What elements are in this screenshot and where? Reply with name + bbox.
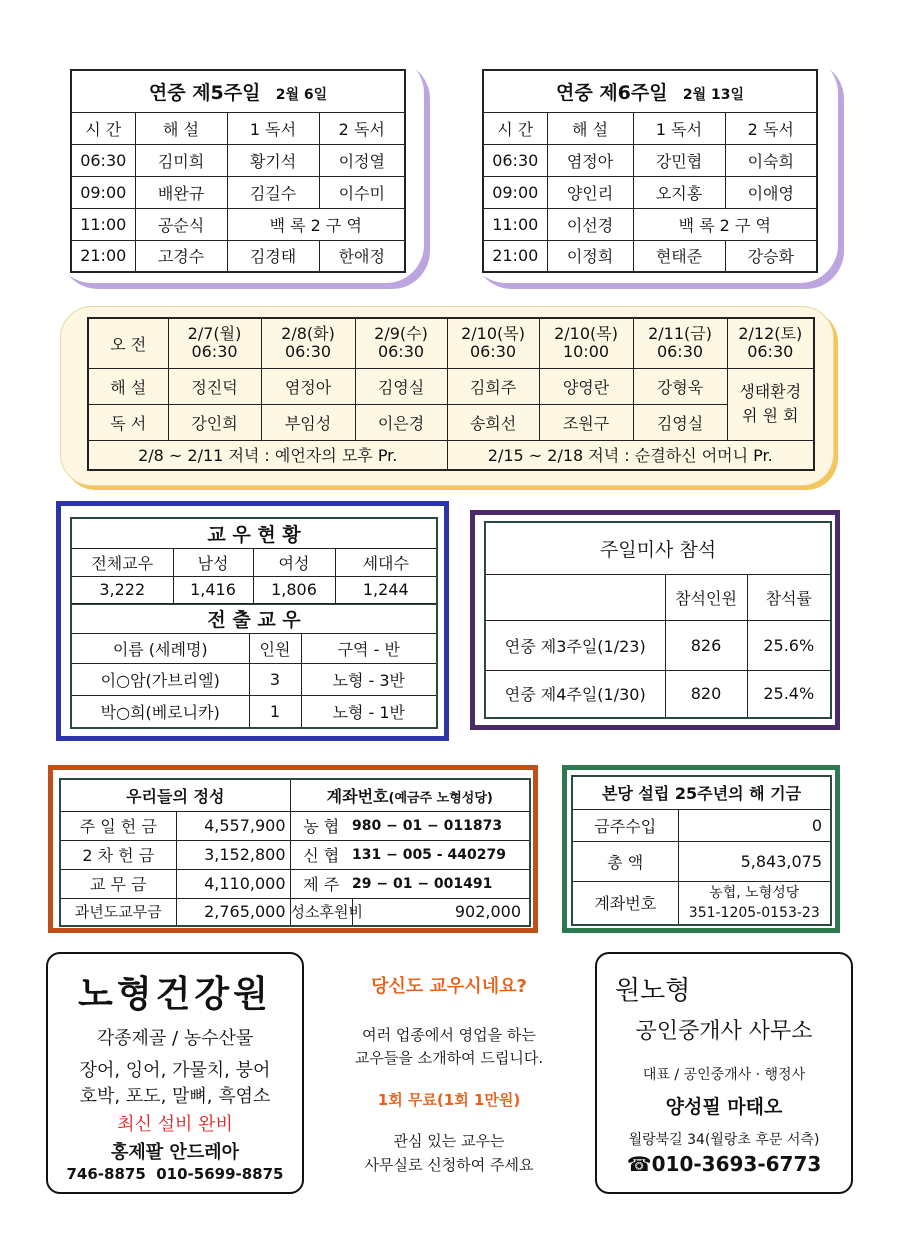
ad2-role: 대표 / 공인중개사 · 행정사 — [642, 1067, 806, 1083]
fund-amount: 5,843,075 — [678, 841, 831, 881]
name-cell: 김희주 — [447, 368, 539, 404]
header-reader1: 1 독서 — [633, 112, 725, 144]
promo-price: 1회 무료(1회 1만원) — [377, 1091, 521, 1109]
header-cell: 참석인원 — [665, 574, 747, 620]
vocation-label: 성소후원비 — [290, 898, 352, 926]
fund-title: 본당 설립 25주년의 해 기금 — [572, 776, 831, 809]
offering-amount: 4,110,000 — [176, 869, 290, 898]
name-cell: 공순식 — [135, 208, 227, 240]
name-cell: 이애영 — [725, 176, 817, 208]
parish-title: 교 우 현 황 — [71, 518, 437, 548]
time-cell: 09:00 — [483, 176, 547, 208]
saturday-group-cell: 생태환경 위 원 회 — [727, 368, 814, 440]
promo-line: 사무실로 신청하여 주세요 — [364, 1156, 534, 1174]
health-shop-ad — [46, 952, 304, 1194]
value-cell: 1,806 — [253, 576, 335, 604]
ad1-line: 각종제골 / 농수산물 — [96, 1028, 254, 1049]
transfer-count: 3 — [249, 664, 301, 696]
name-cell: 김경태 — [227, 240, 319, 272]
name-cell: 김미희 — [135, 144, 227, 176]
value-cell: 3,222 — [71, 576, 173, 604]
bank-name: 농 협 — [290, 811, 352, 840]
header-cell: 이름 (세례명) — [71, 634, 249, 664]
reader-group-cell: 백 록 2 구 역 — [633, 208, 817, 240]
name-cell: 강민협 — [633, 144, 725, 176]
weekday-panel — [60, 306, 834, 486]
attendance-panel — [470, 510, 840, 730]
header-commentator: 해 설 — [547, 112, 633, 144]
empty-cell — [485, 574, 665, 620]
attendance-rate: 25.6% — [747, 620, 831, 670]
transfer-table — [70, 603, 438, 729]
realestate-ad — [595, 952, 853, 1194]
row-label-morning: 오 전 — [88, 318, 168, 368]
account-number: 29 − 01 − 001491 — [352, 869, 530, 898]
parish-table — [70, 517, 438, 605]
transfer-district: 노형 - 3반 — [301, 664, 437, 696]
header-reader2: 2 독서 — [725, 112, 817, 144]
name-cell: 강승화 — [725, 240, 817, 272]
header-cell: 참석률 — [747, 574, 831, 620]
name-cell: 오지홍 — [633, 176, 725, 208]
prayer-note: 2/8 ~ 2/11 저녁 : 예언자의 모후 Pr. — [88, 440, 447, 470]
ad2-address: 월랑북길 34(월랑초 후문 서측) — [628, 1132, 820, 1148]
ad2-owner: 양성필 마태오 — [665, 1096, 783, 1118]
promo-line: 교우들을 소개하여 드립니다. — [354, 1049, 544, 1067]
name-cell: 부임성 — [261, 404, 355, 440]
fund-account: 농협, 노형성당 351-1205-0153-23 — [678, 881, 831, 925]
transfer-count: 1 — [249, 696, 301, 728]
prayer-note: 2/15 ~ 2/18 저녁 : 순결하신 어머니 Pr. — [447, 440, 814, 470]
time-cell: 11:00 — [483, 208, 547, 240]
attendance-week: 연중 제3주일(1/23) — [485, 620, 665, 670]
name-cell: 김영실 — [633, 404, 727, 440]
ad1-phone: 746-8875 010-5699-8875 — [66, 1165, 284, 1183]
header-time: 시 간 — [483, 112, 547, 144]
day-header: 2/9(수) 06:30 — [355, 318, 447, 368]
name-cell: 양인리 — [547, 176, 633, 208]
week5-title: 연중 제5주일 2월 6일 — [71, 70, 405, 112]
offering-amount: 2,765,000 — [176, 898, 290, 926]
ad1-highlight: 최신 설비 완비 — [117, 1114, 233, 1135]
bank-name: 제 주 — [290, 869, 352, 898]
transfer-district: 노형 - 1반 — [301, 696, 437, 728]
account-title: 계좌번호(예금주 노형성당) — [290, 779, 530, 811]
name-cell: 강인희 — [168, 404, 261, 440]
name-cell: 고경수 — [135, 240, 227, 272]
header-time: 시 간 — [71, 112, 135, 144]
header-reader1: 1 독서 — [227, 112, 319, 144]
vocation-amount: 902,000 — [352, 898, 530, 926]
name-cell: 염정아 — [261, 368, 355, 404]
week6-panel — [468, 55, 838, 283]
header-cell: 여성 — [253, 548, 335, 576]
day-header: 2/11(금) 06:30 — [633, 318, 727, 368]
ad2-phone: ☎010-3693-6773 — [626, 1152, 822, 1176]
name-cell: 정진덕 — [168, 368, 261, 404]
transfer-name: 이○암(가브리엘) — [71, 664, 249, 696]
day-header: 2/8(화) 06:30 — [261, 318, 355, 368]
day-header: 2/7(월) 06:30 — [168, 318, 261, 368]
promo-line: 여러 업종에서 영업을 하는 — [362, 1026, 536, 1044]
name-cell: 김영실 — [355, 368, 447, 404]
transfer-name: 박○희(베로니카) — [71, 696, 249, 728]
offering-amount: 4,557,900 — [176, 811, 290, 840]
time-cell: 06:30 — [483, 144, 547, 176]
fund-table — [571, 775, 832, 926]
week5-panel — [54, 55, 424, 283]
value-cell: 1,244 — [335, 576, 437, 604]
ad1-line: 장어, 잉어, 가물치, 붕어 — [79, 1060, 271, 1081]
header-commentator: 해 설 — [135, 112, 227, 144]
header-cell: 남성 — [173, 548, 253, 576]
week5-table — [70, 69, 406, 273]
name-cell: 배완규 — [135, 176, 227, 208]
name-cell: 이정열 — [319, 144, 405, 176]
name-cell: 양영란 — [539, 368, 633, 404]
ad1-line: 호박, 포도, 말뼈, 흑염소 — [79, 1086, 271, 1107]
name-cell: 송희선 — [447, 404, 539, 440]
ad1-owner: 홍제팔 안드레아 — [111, 1142, 239, 1163]
name-cell: 이숙희 — [725, 144, 817, 176]
offering-label: 2 차 헌 금 — [60, 840, 176, 869]
day-header: 2/12(토) 06:30 — [727, 318, 814, 368]
parish-status-panel — [56, 501, 449, 741]
promo-block — [320, 958, 578, 1188]
header-cell: 전체교우 — [71, 548, 173, 576]
ad2-subtitle: 공인중개사 사무소 — [635, 1019, 813, 1044]
name-cell: 염정아 — [547, 144, 633, 176]
row-label-reader: 독 서 — [88, 404, 168, 440]
header-cell: 인원 — [249, 634, 301, 664]
fund-panel — [562, 765, 840, 933]
attendance-count: 820 — [665, 670, 747, 718]
name-cell: 조원구 — [539, 404, 633, 440]
name-cell: 황기석 — [227, 144, 319, 176]
name-cell: 이정희 — [547, 240, 633, 272]
name-cell: 한애정 — [319, 240, 405, 272]
name-cell: 이은경 — [355, 404, 447, 440]
offering-label: 교 무 금 — [60, 869, 176, 898]
name-cell: 김길수 — [227, 176, 319, 208]
attendance-table — [484, 521, 832, 719]
time-cell: 21:00 — [71, 240, 135, 272]
name-cell: 이선경 — [547, 208, 633, 240]
offering-amount: 3,152,800 — [176, 840, 290, 869]
bank-name: 신 협 — [290, 840, 352, 869]
ad2-title: 원노형 — [615, 976, 691, 1006]
header-reader2: 2 독서 — [319, 112, 405, 144]
offering-label: 주 일 헌 금 — [60, 811, 176, 840]
row-label-commentator: 해 설 — [88, 368, 168, 404]
account-number: 131 − 005 - 440279 — [352, 840, 530, 869]
time-cell: 06:30 — [71, 144, 135, 176]
day-header: 2/10(목) 10:00 — [539, 318, 633, 368]
header-cell: 세대수 — [335, 548, 437, 576]
offering-panel — [48, 765, 538, 933]
time-cell: 09:00 — [71, 176, 135, 208]
ad1-title: 노형건강원 — [78, 974, 272, 1015]
time-cell: 11:00 — [71, 208, 135, 240]
offering-label: 과년도교무금 — [60, 898, 176, 926]
fund-label: 금주수입 — [572, 809, 678, 841]
weekday-table — [87, 317, 815, 471]
attendance-count: 826 — [665, 620, 747, 670]
value-cell: 1,416 — [173, 576, 253, 604]
transfer-title: 전 출 교 우 — [71, 604, 437, 634]
reader-group-cell: 백 록 2 구 역 — [227, 208, 405, 240]
name-cell: 이수미 — [319, 176, 405, 208]
header-cell: 구역 - 반 — [301, 634, 437, 664]
name-cell: 강형욱 — [633, 368, 727, 404]
offering-table — [59, 778, 531, 927]
attendance-week: 연중 제4주일(1/30) — [485, 670, 665, 718]
fund-label: 총 액 — [572, 841, 678, 881]
attendance-title: 주일미사 참석 — [485, 522, 831, 574]
name-cell: 현태준 — [633, 240, 725, 272]
week6-table — [482, 69, 818, 273]
day-header: 2/10(목) 06:30 — [447, 318, 539, 368]
account-number: 980 − 01 − 011873 — [352, 811, 530, 840]
promo-title: 당신도 교우시네요? — [371, 976, 527, 997]
fund-amount: 0 — [678, 809, 831, 841]
offering-title: 우리들의 정성 — [60, 779, 290, 811]
attendance-rate: 25.4% — [747, 670, 831, 718]
week6-title: 연중 제6주일 2월 13일 — [483, 70, 817, 112]
time-cell: 21:00 — [483, 240, 547, 272]
promo-line: 관심 있는 교우는 — [393, 1132, 505, 1150]
fund-account-label: 계좌번호 — [572, 881, 678, 925]
